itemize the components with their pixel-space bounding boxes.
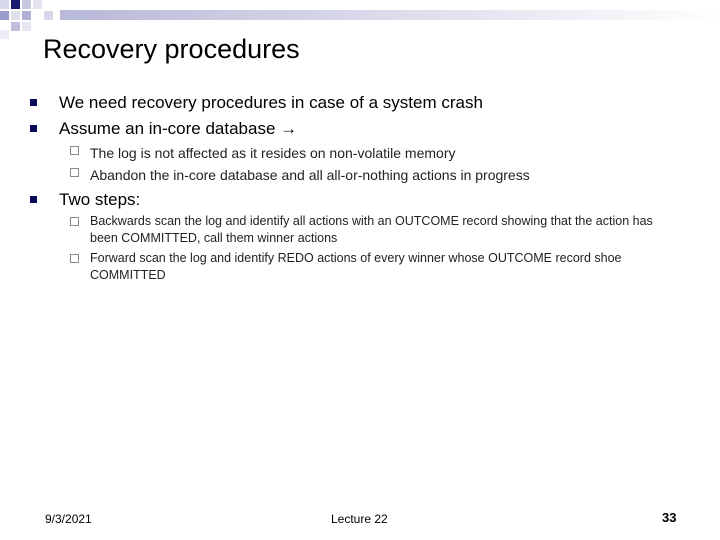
footer-date: 9/3/2021: [45, 512, 92, 526]
footer-lecture: Lecture 22: [331, 512, 388, 526]
sub-bullet-text: Backwards scan the log and identify all actions with an OUTCOME record showing that the action has been COMMITTED, call them winner actions: [90, 214, 653, 245]
sub-bullet-text: Forward scan the log and identify REDO actions of every winner whose OUTCOME record shoe COMMITTED: [90, 251, 622, 282]
square-bullet-icon: [30, 125, 37, 132]
hollow-square-bullet-icon: [70, 254, 79, 263]
bullet-text: We need recovery procedures in case of a system crash: [59, 93, 483, 112]
hollow-square-bullet-icon: [70, 146, 79, 155]
bullet-text: Assume an in-core database →: [59, 119, 298, 138]
hollow-square-bullet-icon: [70, 168, 79, 177]
square-bullet-icon: [30, 196, 37, 203]
bullet-text: Two steps:: [59, 190, 141, 209]
hollow-square-bullet-icon: [70, 217, 79, 226]
sub-bullet-text: The log is not affected as it resides on non-volatile memory: [90, 145, 456, 161]
square-bullet-icon: [30, 99, 37, 106]
page-number: 33: [662, 510, 677, 525]
sub-bullet-text: Abandon the in-core database and all all-or-nothing actions in progress: [90, 167, 530, 183]
slide-title: Recovery procedures: [43, 34, 300, 64]
